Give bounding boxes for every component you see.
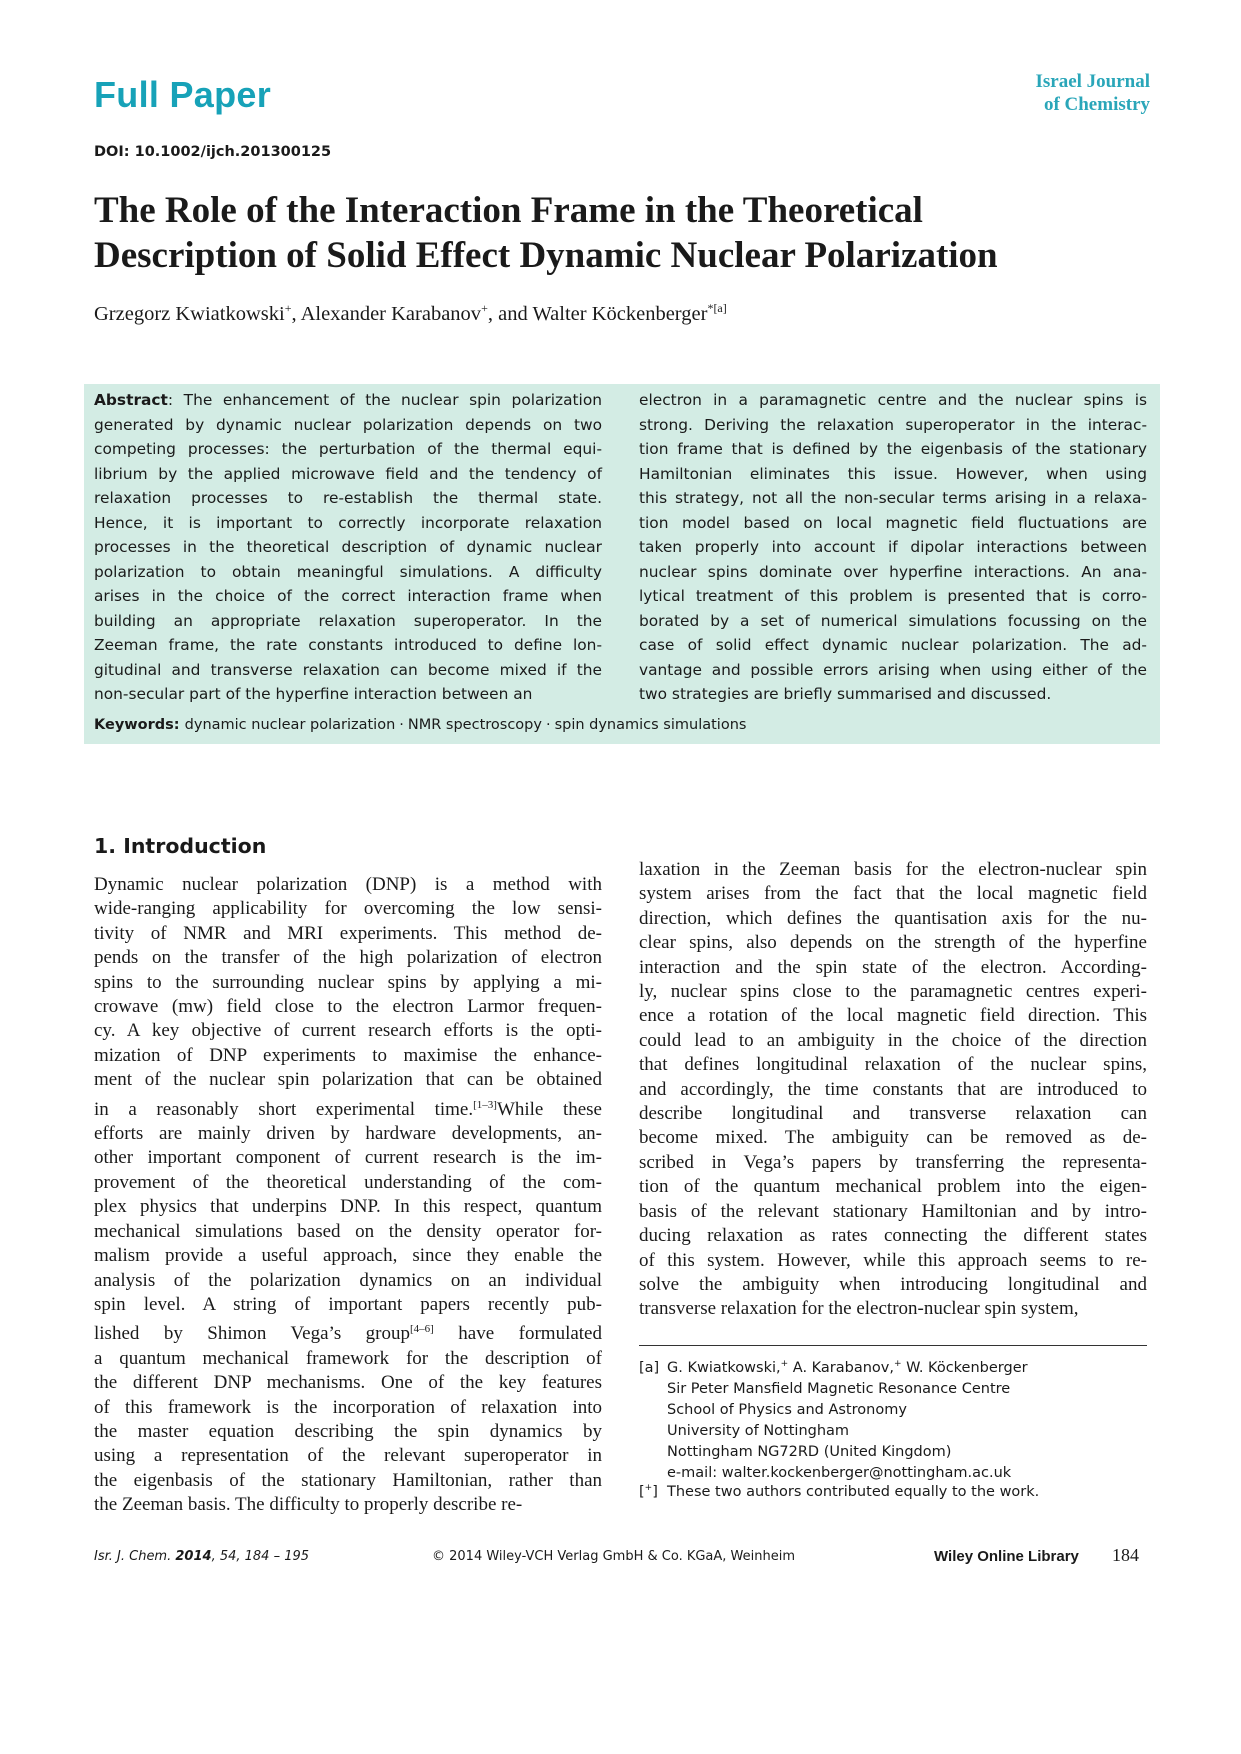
body-line: system arises from the fact that the local magnetic field: [639, 883, 1147, 905]
affiliation-line: School of Physics and Astronomy: [667, 1401, 907, 1418]
body-line: spins to the surrounding nuclear spins by applying a mi-: [94, 971, 602, 993]
affiliation-footnote: [639, 1354, 1028, 1484]
abstract-line: nuclear spins dominate over hyperfine interactions. An ana-: [639, 562, 1147, 581]
body-line: direction, which defines the quantisation axis for the nu-: [639, 907, 1147, 929]
body-line: ly, nuclear spins close to the paramagnetic centres experi-: [639, 981, 1147, 1003]
body-line: the eigenbasis of the stationary Hamiltonian, rather than: [94, 1469, 602, 1491]
body-line: could lead to an ambiguity in the choice of the direction: [639, 1029, 1147, 1051]
body-line: a quantum mechanical framework for the description of: [94, 1347, 602, 1369]
intro-right-column: [639, 858, 1147, 1322]
abstract-line: borated by a set of numerical simulations focussing on the: [639, 611, 1147, 630]
body-line: wide-ranging applicability for overcoming the low sensi-: [94, 898, 602, 920]
abstract-label: Abstract: [94, 391, 168, 409]
abstract-line: generated by dynamic nuclear polarization depends on two: [94, 415, 602, 434]
wiley-online-library-logo[interactable]: Wiley Online Library: [934, 1548, 1079, 1565]
body-line: pends on the transfer of the high polarization of electron: [94, 947, 602, 969]
body-line: of this system. However, while this approach seems to re-: [639, 1249, 1147, 1271]
journal-name-line2: of Chemistry: [1043, 94, 1150, 115]
journal-citation: Isr. J. Chem. 2014, 54, 184 – 195: [94, 1549, 310, 1564]
body-line: solve the ambiguity when introducing longitudinal and: [639, 1273, 1147, 1295]
author-name: Grzegorz Kwiatkowski: [94, 302, 285, 325]
title-line: The Role of the Interaction Frame in the Theoretical: [94, 190, 923, 231]
body-line: spin level. A string of important papers recently pub-: [94, 1293, 602, 1315]
title-line: Description of Solid Effect Dynamic Nuclear Polarization: [94, 235, 998, 276]
body-line: mization of DNP experiments to maximise the enhance-: [94, 1044, 602, 1066]
abstract-line: tion model based on local magnetic field fluctuations are: [639, 513, 1147, 532]
article-title: [94, 188, 1164, 278]
keyword-separator: ·: [545, 717, 551, 733]
keyword-separator: ·: [399, 717, 404, 733]
abstract-line: two strategies are briefly summarised and discussed.: [639, 685, 1052, 703]
body-line: ment of the nuclear spin polarization that can be obtained: [94, 1069, 602, 1091]
abstract-right-column: [639, 388, 1147, 707]
body-line: using a representation of the relevant superoperator in: [94, 1445, 602, 1467]
equal-contribution-tag: [+]: [639, 1483, 658, 1500]
body-line: of this framework is the incorporation of relaxation into: [94, 1396, 602, 1418]
abstract-left-column: [94, 388, 602, 707]
journal-name-line1: Israel Journal: [1035, 71, 1150, 92]
body-line: analysis of the polarization dynamics on an individual: [94, 1269, 602, 1291]
body-line: plex physics that underpins DNP. In this respect, quantum: [94, 1196, 602, 1218]
body-line: the Zeeman basis. The difficulty to properly describe re-: [94, 1494, 523, 1516]
abstract-line: electron in a paramagnetic centre and the nuclear spins is: [639, 391, 1147, 409]
body-line: in a reasonably short experimental time.[1–3]While these: [94, 1098, 602, 1120]
author-name: Walter Köckenberger: [532, 302, 708, 325]
abstract-line: Abstract: The enhancement of the nuclear spin polarization: [94, 391, 602, 409]
doi: DOI: 10.1002/ijch.201300125: [94, 144, 332, 160]
body-line: ence a rotation of the local magnetic field direction. This: [639, 1005, 1147, 1027]
abstract-line: tion frame that is defined by the eigenbasis of the stationary: [639, 440, 1147, 458]
keywords-label: Keywords: [94, 717, 174, 733]
body-line: crowave (mw) field close to the electron Larmor frequen-: [94, 996, 602, 1018]
affiliation-line: University of Nottingham: [667, 1422, 850, 1439]
body-line: cy. A key objective of current research efforts is the opti-: [94, 1020, 602, 1042]
section-heading: 1. Introduction: [94, 834, 267, 858]
body-line: ducing relaxation as rates connecting the different states: [639, 1225, 1147, 1247]
abstract-line: relaxation processes to re-establish the thermal state.: [94, 489, 602, 507]
intro-left-column: [94, 873, 602, 1518]
body-line: tivity of NMR and MRI experiments. This method de-: [94, 922, 602, 944]
body-line: mechanical simulations based on the density operator for-: [94, 1220, 602, 1242]
copyright: © 2014 Wiley-VCH Verlag GmbH & Co. KGaA, Weinheim: [432, 1549, 796, 1564]
keyword: spin dynamics simulations: [554, 717, 747, 733]
affiliation-line: Nottingham NG72RD (United Kingdom): [667, 1443, 952, 1460]
abstract-line: librium by the applied microwave field and the tendency of: [94, 464, 602, 483]
abstract-line: strong. Deriving the relaxation superoperator in the interac-: [639, 415, 1147, 434]
abstract-line: Hence, it is important to correctly incorporate relaxation: [94, 513, 602, 532]
affiliation-line: Sir Peter Mansfield Magnetic Resonance Centre: [667, 1380, 1011, 1397]
body-line: laxation in the Zeeman basis for the electron-nuclear spin: [639, 859, 1147, 880]
keywords: Keywords: dynamic nuclear polarization · NMR spectroscopy · spin dynamics simulations: [94, 717, 747, 733]
abstract-line: lytical treatment of this problem is presented that is corro-: [639, 587, 1147, 605]
body-line: that defines longitudinal relaxation of the nuclear spins,: [639, 1054, 1147, 1076]
body-line: and accordingly, the time constants that are introduced to: [639, 1078, 1147, 1100]
body-line: interaction and the spin state of the electron. According-: [639, 956, 1147, 978]
citation-ref[interactable]: [4–6]: [410, 1323, 434, 1336]
author-separator: , and: [487, 302, 533, 325]
affiliation-authors: [a] G. Kwiatkowski,+ A. Karabanov,+ W. Köckenberger: [639, 1354, 1028, 1379]
abstract-line: arises in the choice of the correct interaction frame when: [94, 587, 602, 605]
body-line: malism provide a useful approach, since they enable the: [94, 1245, 602, 1267]
author-separator: ,: [291, 302, 301, 325]
body-line: the master equation describing the spin dynamics by: [94, 1420, 602, 1442]
abstract-line: building an appropriate relaxation superoperator. In the: [94, 611, 602, 630]
journal-name: [1000, 70, 1150, 116]
abstract-line: polarization to obtain meaningful simulations. A difficulty: [94, 562, 602, 581]
author-name: Alexander Karabanov: [300, 302, 482, 325]
body-line: Dynamic nuclear polarization (DNP) is a method with: [94, 874, 602, 895]
affiliation-tag: [a]: [639, 1359, 660, 1376]
body-line: provement of the theoretical understanding of the com-: [94, 1171, 602, 1193]
abstract-line: this strategy, not all the non-secular terms arising in a relaxa-: [639, 489, 1147, 507]
abstract-line: Hamiltonian eliminates this issue. However, when using: [639, 464, 1147, 483]
abstract-line: gitudinal and transverse relaxation can become mixed if the: [94, 660, 602, 679]
author-mark: *[a]: [707, 301, 727, 315]
author-list: [94, 301, 727, 326]
abstract-line: competing processes: the perturbation of the thermal equi-: [94, 440, 602, 458]
body-line: efforts are mainly driven by hardware developments, an-: [94, 1123, 602, 1145]
body-line: scribed in Vega’s papers by transferring the representa-: [639, 1151, 1147, 1173]
keyword: dynamic nuclear polarization: [184, 717, 396, 733]
author-mark: +: [284, 301, 292, 315]
body-line: the different DNP mechanisms. One of the key features: [94, 1372, 602, 1394]
body-line: lished by Shimon Vega’s group[4–6] have formulated: [94, 1323, 602, 1345]
equal-contribution-note: [639, 1483, 1039, 1500]
section-label: Full Paper: [94, 74, 272, 115]
abstract-line: non-secular part of the hyperfine interaction between an: [94, 685, 533, 703]
page-number: 184: [1112, 1545, 1139, 1565]
affiliation-email[interactable]: e-mail: walter.kockenberger@nottingham.ac.uk: [667, 1464, 1012, 1481]
abstract-line: taken properly into account if dipolar interactions between: [639, 538, 1147, 556]
body-line: basis of the relevant stationary Hamiltonian and by intro-: [639, 1200, 1147, 1222]
keyword: NMR spectroscopy: [407, 717, 542, 733]
author-mark: +: [481, 301, 488, 315]
body-line: tion of the quantum mechanical problem into the eigen-: [639, 1176, 1147, 1198]
body-line: clear spins, also depends on the strength of the hyperfine: [639, 932, 1147, 954]
abstract-line: processes in the theoretical description of dynamic nuclear: [94, 538, 602, 556]
citation-ref[interactable]: [1–3]: [473, 1098, 497, 1111]
body-line: describe longitudinal and transverse relaxation can: [639, 1103, 1147, 1125]
abstract-line: Zeeman frame, the rate constants introduced to define lon-: [94, 636, 602, 654]
equal-contribution-text: These two authors contributed equally to the work.: [667, 1483, 1040, 1500]
body-line: transverse relaxation for the electron-nuclear spin system,: [639, 1298, 1079, 1320]
abstract-line: vantage and possible errors arising when using either of the: [639, 660, 1147, 679]
body-line: become mixed. The ambiguity can be removed as de-: [639, 1127, 1147, 1149]
abstract-line: case of solid effect dynamic nuclear polarization. The ad-: [639, 636, 1147, 654]
body-line: other important component of current research is the im-: [94, 1147, 602, 1169]
footnote-divider: [639, 1345, 1147, 1346]
